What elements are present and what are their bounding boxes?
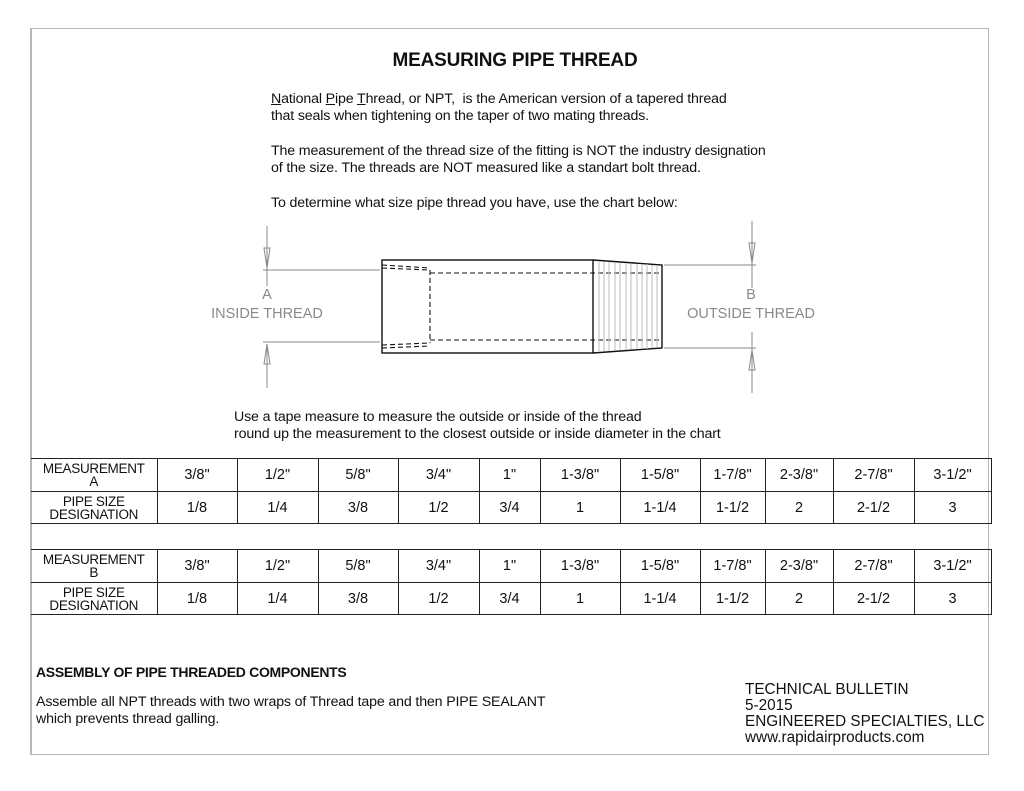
header-line: MEASUREMENT <box>42 461 145 476</box>
header-line: PIPE SIZE <box>62 584 125 600</box>
measurement-cell: 5/8" <box>318 459 398 492</box>
npt-letter-p: P <box>325 91 335 107</box>
measurement-cell: 1" <box>479 459 540 492</box>
bulletin-title: TECHNICAL BULLETIN <box>745 681 909 698</box>
designation-cell: 3 <box>914 492 991 524</box>
designation-cell: 1 <box>540 583 620 615</box>
measurement-cell: 3-1/2" <box>914 459 991 492</box>
table-row-designation <box>31 492 991 524</box>
table-measurement-b <box>31 549 992 615</box>
designation-cell: 1-1/4 <box>620 583 700 615</box>
designation-cell: 1-1/4 <box>620 492 700 524</box>
designation-cell: 3/8 <box>318 492 398 524</box>
assembly-paragraph <box>36 694 545 728</box>
document-title <box>0 50 1024 72</box>
designation-cell: 1/2 <box>398 492 479 524</box>
measurement-cell: 1/2" <box>237 459 318 492</box>
outside-thread-label: OUTSIDE THREAD <box>687 306 815 322</box>
measurement-cell: 3/8" <box>157 550 237 583</box>
note-line-1: The measurement of the thread size of the fitting is NOT the industry designation <box>271 143 766 159</box>
measurement-cell: 3/8" <box>157 459 237 492</box>
row-header-pipe-size <box>31 583 157 615</box>
company-website: www.rapidairproducts.com <box>745 729 925 746</box>
designation-cell: 1-1/2 <box>700 583 765 615</box>
measurement-cell: 3/4" <box>398 550 479 583</box>
technical-bulletin-block <box>745 682 984 746</box>
header-line: A <box>89 474 99 489</box>
designation-cell: 1/8 <box>157 583 237 615</box>
designation-cell: 1/2 <box>398 583 479 615</box>
measurement-cell: 1-7/8" <box>700 550 765 583</box>
measurement-cell: 2-7/8" <box>833 550 914 583</box>
intro-text-part: ipe <box>335 91 358 107</box>
instructions-paragraph <box>234 409 721 443</box>
designation-cell: 1/4 <box>237 583 318 615</box>
designation-cell: 2-1/2 <box>833 583 914 615</box>
designation-cell: 3/4 <box>479 492 540 524</box>
npt-letter-n: N <box>271 91 282 107</box>
header-line: MEASUREMENT <box>42 552 145 567</box>
measurement-cell: 1-5/8" <box>620 459 700 492</box>
measurement-cell: 1-3/8" <box>540 459 620 492</box>
intro-text-part: ational <box>281 91 326 107</box>
measurement-cell: 1" <box>479 550 540 583</box>
designation-cell: 2 <box>765 583 833 615</box>
designation-cell: 1 <box>540 492 620 524</box>
measurement-cell: 5/8" <box>318 550 398 583</box>
header-line: DESIGNATION <box>49 506 139 522</box>
measurement-cell: 1-5/8" <box>620 550 700 583</box>
assembly-section-title: ASSEMBLY OF PIPE THREADED COMPONENTS <box>36 664 347 680</box>
designation-cell: 1-1/2 <box>700 492 765 524</box>
table-row-measurement <box>31 550 991 583</box>
chart-intro: To determine what size pipe thread you have, use the chart below: <box>271 195 678 211</box>
note-paragraph <box>271 143 766 177</box>
row-header-measurement-b <box>31 550 157 583</box>
designation-cell: 3 <box>914 583 991 615</box>
designation-cell: 2-1/2 <box>833 492 914 524</box>
measurement-cell: 1-7/8" <box>700 459 765 492</box>
measurement-cell: 1/2" <box>237 550 318 583</box>
inside-letter: A <box>262 287 272 303</box>
table-row-designation <box>31 583 991 615</box>
measurement-cell: 3/4" <box>398 459 479 492</box>
header-line: PIPE SIZE <box>62 493 125 509</box>
designation-cell: 2 <box>765 492 833 524</box>
intro-text-part: hread, or NPT, is the American version of a tapered thread <box>365 91 727 107</box>
outside-letter: B <box>746 287 756 303</box>
intro-paragraph <box>271 91 727 125</box>
designation-cell: 3/8 <box>318 583 398 615</box>
document-title-text: MEASURING PIPE THREAD <box>392 50 638 71</box>
row-header-pipe-size <box>31 492 157 524</box>
header-line: DESIGNATION <box>49 597 139 613</box>
page-border <box>30 28 989 755</box>
measurement-cell: 2-3/8" <box>765 459 833 492</box>
designation-cell: 1/8 <box>157 492 237 524</box>
measurement-cell: 3-1/2" <box>914 550 991 583</box>
note-line-2: of the size. The threads are NOT measured like a standart bolt thread. <box>271 160 701 176</box>
header-line: B <box>89 565 99 580</box>
designation-cell: 3/4 <box>479 583 540 615</box>
designation-cell: 1/4 <box>237 492 318 524</box>
instructions-line-1: Use a tape measure to measure the outside or inside of the thread <box>234 409 642 425</box>
company-name: ENGINEERED SPECIALTIES, LLC <box>745 713 985 730</box>
bulletin-date: 5-2015 <box>745 697 793 714</box>
npt-letter-t: T <box>357 91 366 107</box>
instructions-line-2: round up the measurement to the closest outside or inside diameter in the chart <box>234 426 721 442</box>
inside-thread-label: INSIDE THREAD <box>211 306 323 322</box>
intro-line-2: that seals when tightening on the taper of two mating threads. <box>271 108 649 124</box>
measurement-cell: 2-7/8" <box>833 459 914 492</box>
table-measurement-a <box>31 458 992 524</box>
assembly-line-2: which prevents thread galling. <box>36 711 220 727</box>
measurement-cell: 2-3/8" <box>765 550 833 583</box>
measurement-cell: 1-3/8" <box>540 550 620 583</box>
row-header-measurement-a <box>31 459 157 492</box>
assembly-line-1: Assemble all NPT threads with two wraps of Thread tape and then PIPE SEALANT <box>36 694 546 710</box>
table-row-measurement <box>31 459 991 492</box>
